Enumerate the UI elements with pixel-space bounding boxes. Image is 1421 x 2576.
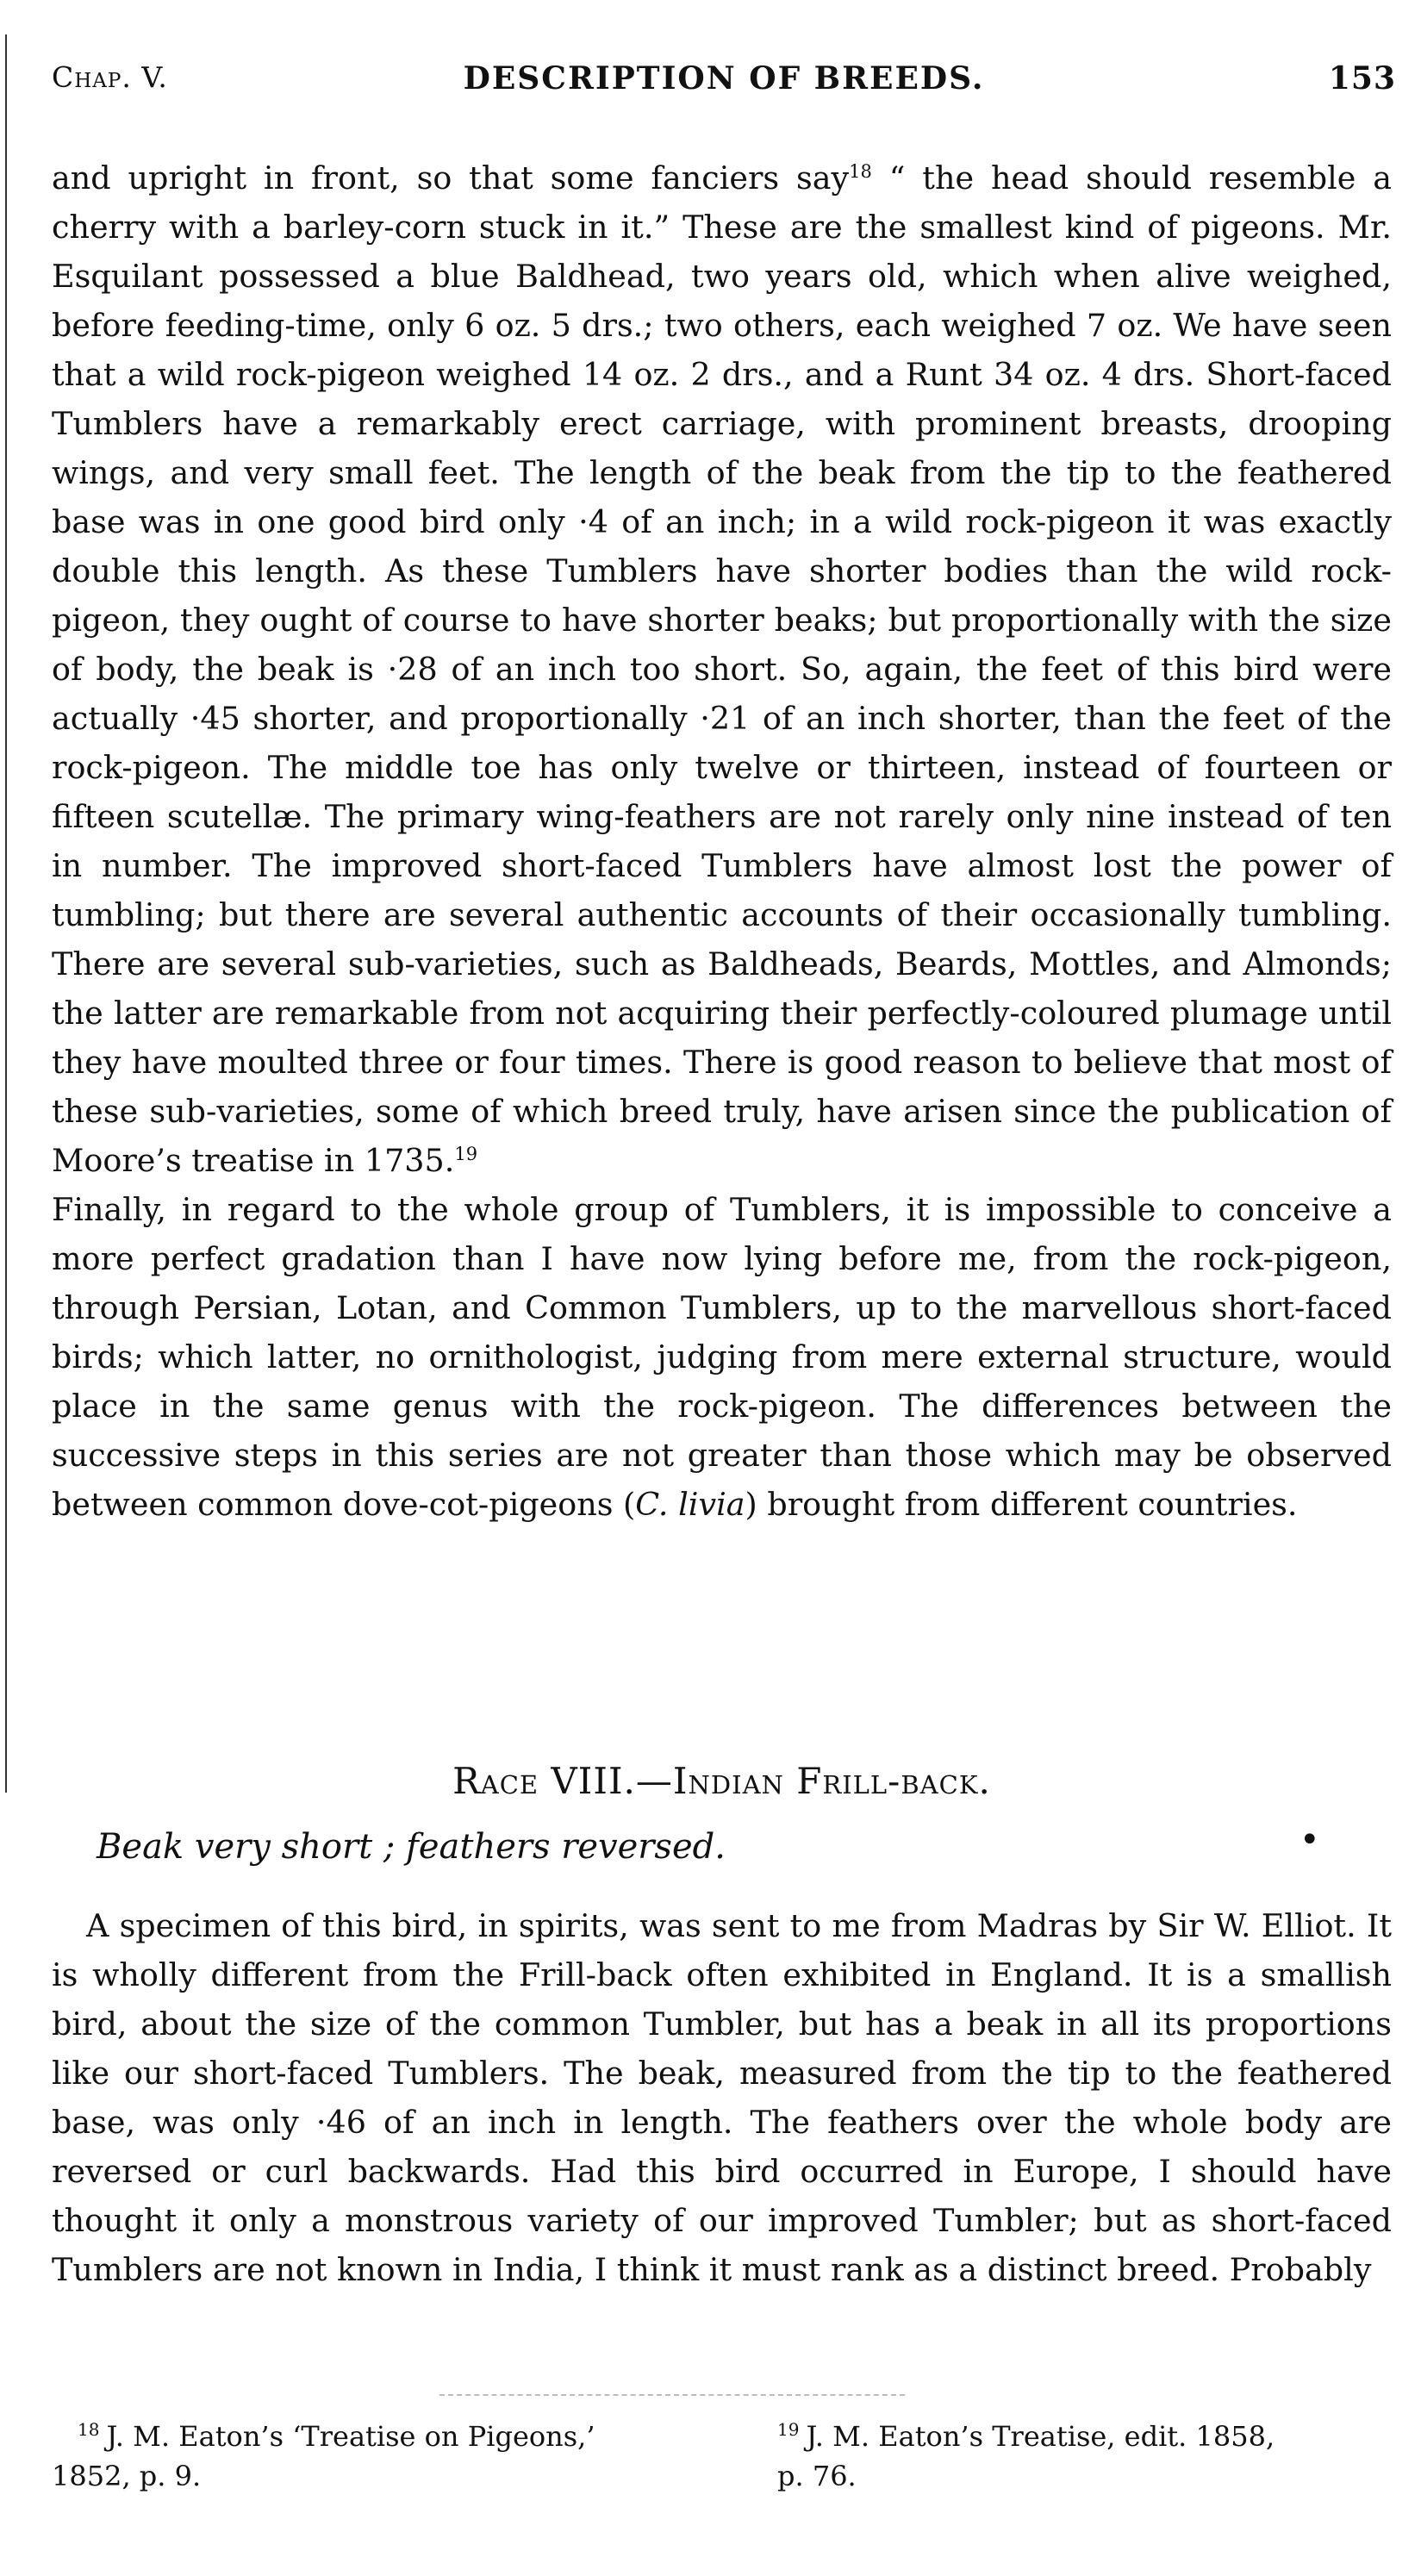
paragraph-frill-back: A specimen of this bird, in spirits, was sent to me from Madras by Sir W. Elliot. It is wholly different from the Frill-back often exhibited in England. It is a smallish bird, about the size of the common Tumbler, but has a beak in all its proportions like our short-faced Tumblers. The beak, measured from the tip to the feathered base, was only ·46 of an inch in length. The feathers over the whole body are reversed or curl backwards. Had this bird occurred in Europe, I should have thought it only a monstrous variety of our improved Tumbler; but as short-faced Tumblers are not known in India, I think it must rank as a distinct breed. Probably	[52, 1907, 1392, 2288]
footnote-text: J. M. Eaton’s Treatise, edit. 1858,	[806, 2420, 1275, 2453]
paragraph-text: “ the head should resemble a cherry with a barley-corn stuck in it.” These are the smallest kind of pigeons. Mr. Esquilant possessed a blue Baldhead, two years old, which when alive weighed, before feeding-time, only 6 oz. 5 drs.; two others, each weighed 7 oz. We have seen that a wild rock-pigeon weighed 14 oz. 2 drs., and a Runt 34 oz. 4 drs. Short-faced Tumblers have a remarkably erect carriage, with prominent breasts, drooping wings, and very small feet. The length of the beak from the tip to the feathered base was in one good bird only ·4 of an inch; in a wild rock-pigeon it was exactly double this length. As these Tumblers have shorter bodies than the wild rock-pigeon, they ought of course to have shorter beaks; but proportionally with the size of body, the beak is ·28 of an inch too short. So, again, the feet of this bird were actually ·45 shorter, and proportionally ·21 of an inch shorter, than the feet of the rock-pigeon. The middle toe has only twelve or thirteen, instead of fourteen or fifteen scutellæ. The primary wing-feathers are not rarely only nine instead of ten in number. The improved short-faced Tumblers have almost lost the power of tumbling; but there are several authentic accounts of their occasionally tumbling. There are several sub-varieties, such as Baldheads, Beards, Mottles, and Almonds; the latter are remarkable from not acquiring their perfectly-coloured plumage until they have moulted three or four times. There is good reason to believe that most of these sub-varieties, some of which breed truly, have arisen since the publication of Moore’s treatise in 1735.	[52, 159, 1392, 1179]
main-body	[52, 153, 1392, 1529]
paragraph-gradation	[52, 1185, 1392, 1529]
paragraph-text: ) brought from different countries.	[745, 1486, 1298, 1523]
running-title: DESCRIPTION OF BREEDS.	[463, 60, 985, 97]
page-number: 153	[1328, 60, 1396, 97]
left-margin-rule	[5, 34, 7, 1793]
chapter-label: Chap. V.	[52, 60, 168, 94]
footnote-ref-18: 18	[849, 160, 872, 182]
footnote-18	[52, 2417, 750, 2496]
heading-dash: —	[635, 1760, 673, 1802]
footnote-number: 18	[78, 2419, 100, 2441]
footnote-separator	[439, 2394, 905, 2396]
paragraph-text: and upright in front, so that some fanciers say	[52, 159, 850, 196]
stray-mark: •	[1299, 1820, 1320, 1860]
footnote-ref-19: 19	[454, 1143, 478, 1164]
footnote-text-continued: 1852, p. 9.	[52, 2460, 202, 2492]
paragraph-text: Finally, in regard to the whole group of Tumblers, it is impossible to conceive a more perfect gradation than I have now lying before me, from the rock-pigeon, through Persian, Lotan, and Common Tumblers, up to the marvellous short-faced birds; which latter, no ornithologist, judging from mere external structure, would place in the same genus with the rock-pigeon. The differences between the successive steps in this series are not greater than those which may be observed between common dove-cot-pigeons (	[52, 1191, 1392, 1523]
footnote-number: 19	[777, 2419, 800, 2441]
footnote-text: J. M. Eaton’s ‘Treatise on Pigeons,’	[106, 2420, 595, 2453]
section-heading	[52, 1760, 1392, 1802]
footnote-text-continued: p. 76.	[777, 2460, 857, 2492]
section-body	[52, 1901, 1392, 2294]
race-number: Race VIII.	[452, 1760, 636, 1802]
running-header	[52, 55, 1396, 107]
section-subheading: Beak very short ; feathers reversed.	[97, 1827, 726, 1867]
paragraph-tumblers	[52, 153, 1392, 1185]
species-name: C. livia	[635, 1486, 745, 1523]
race-name: Indian Frill-back.	[672, 1760, 991, 1802]
footnote-19	[777, 2417, 1398, 2496]
